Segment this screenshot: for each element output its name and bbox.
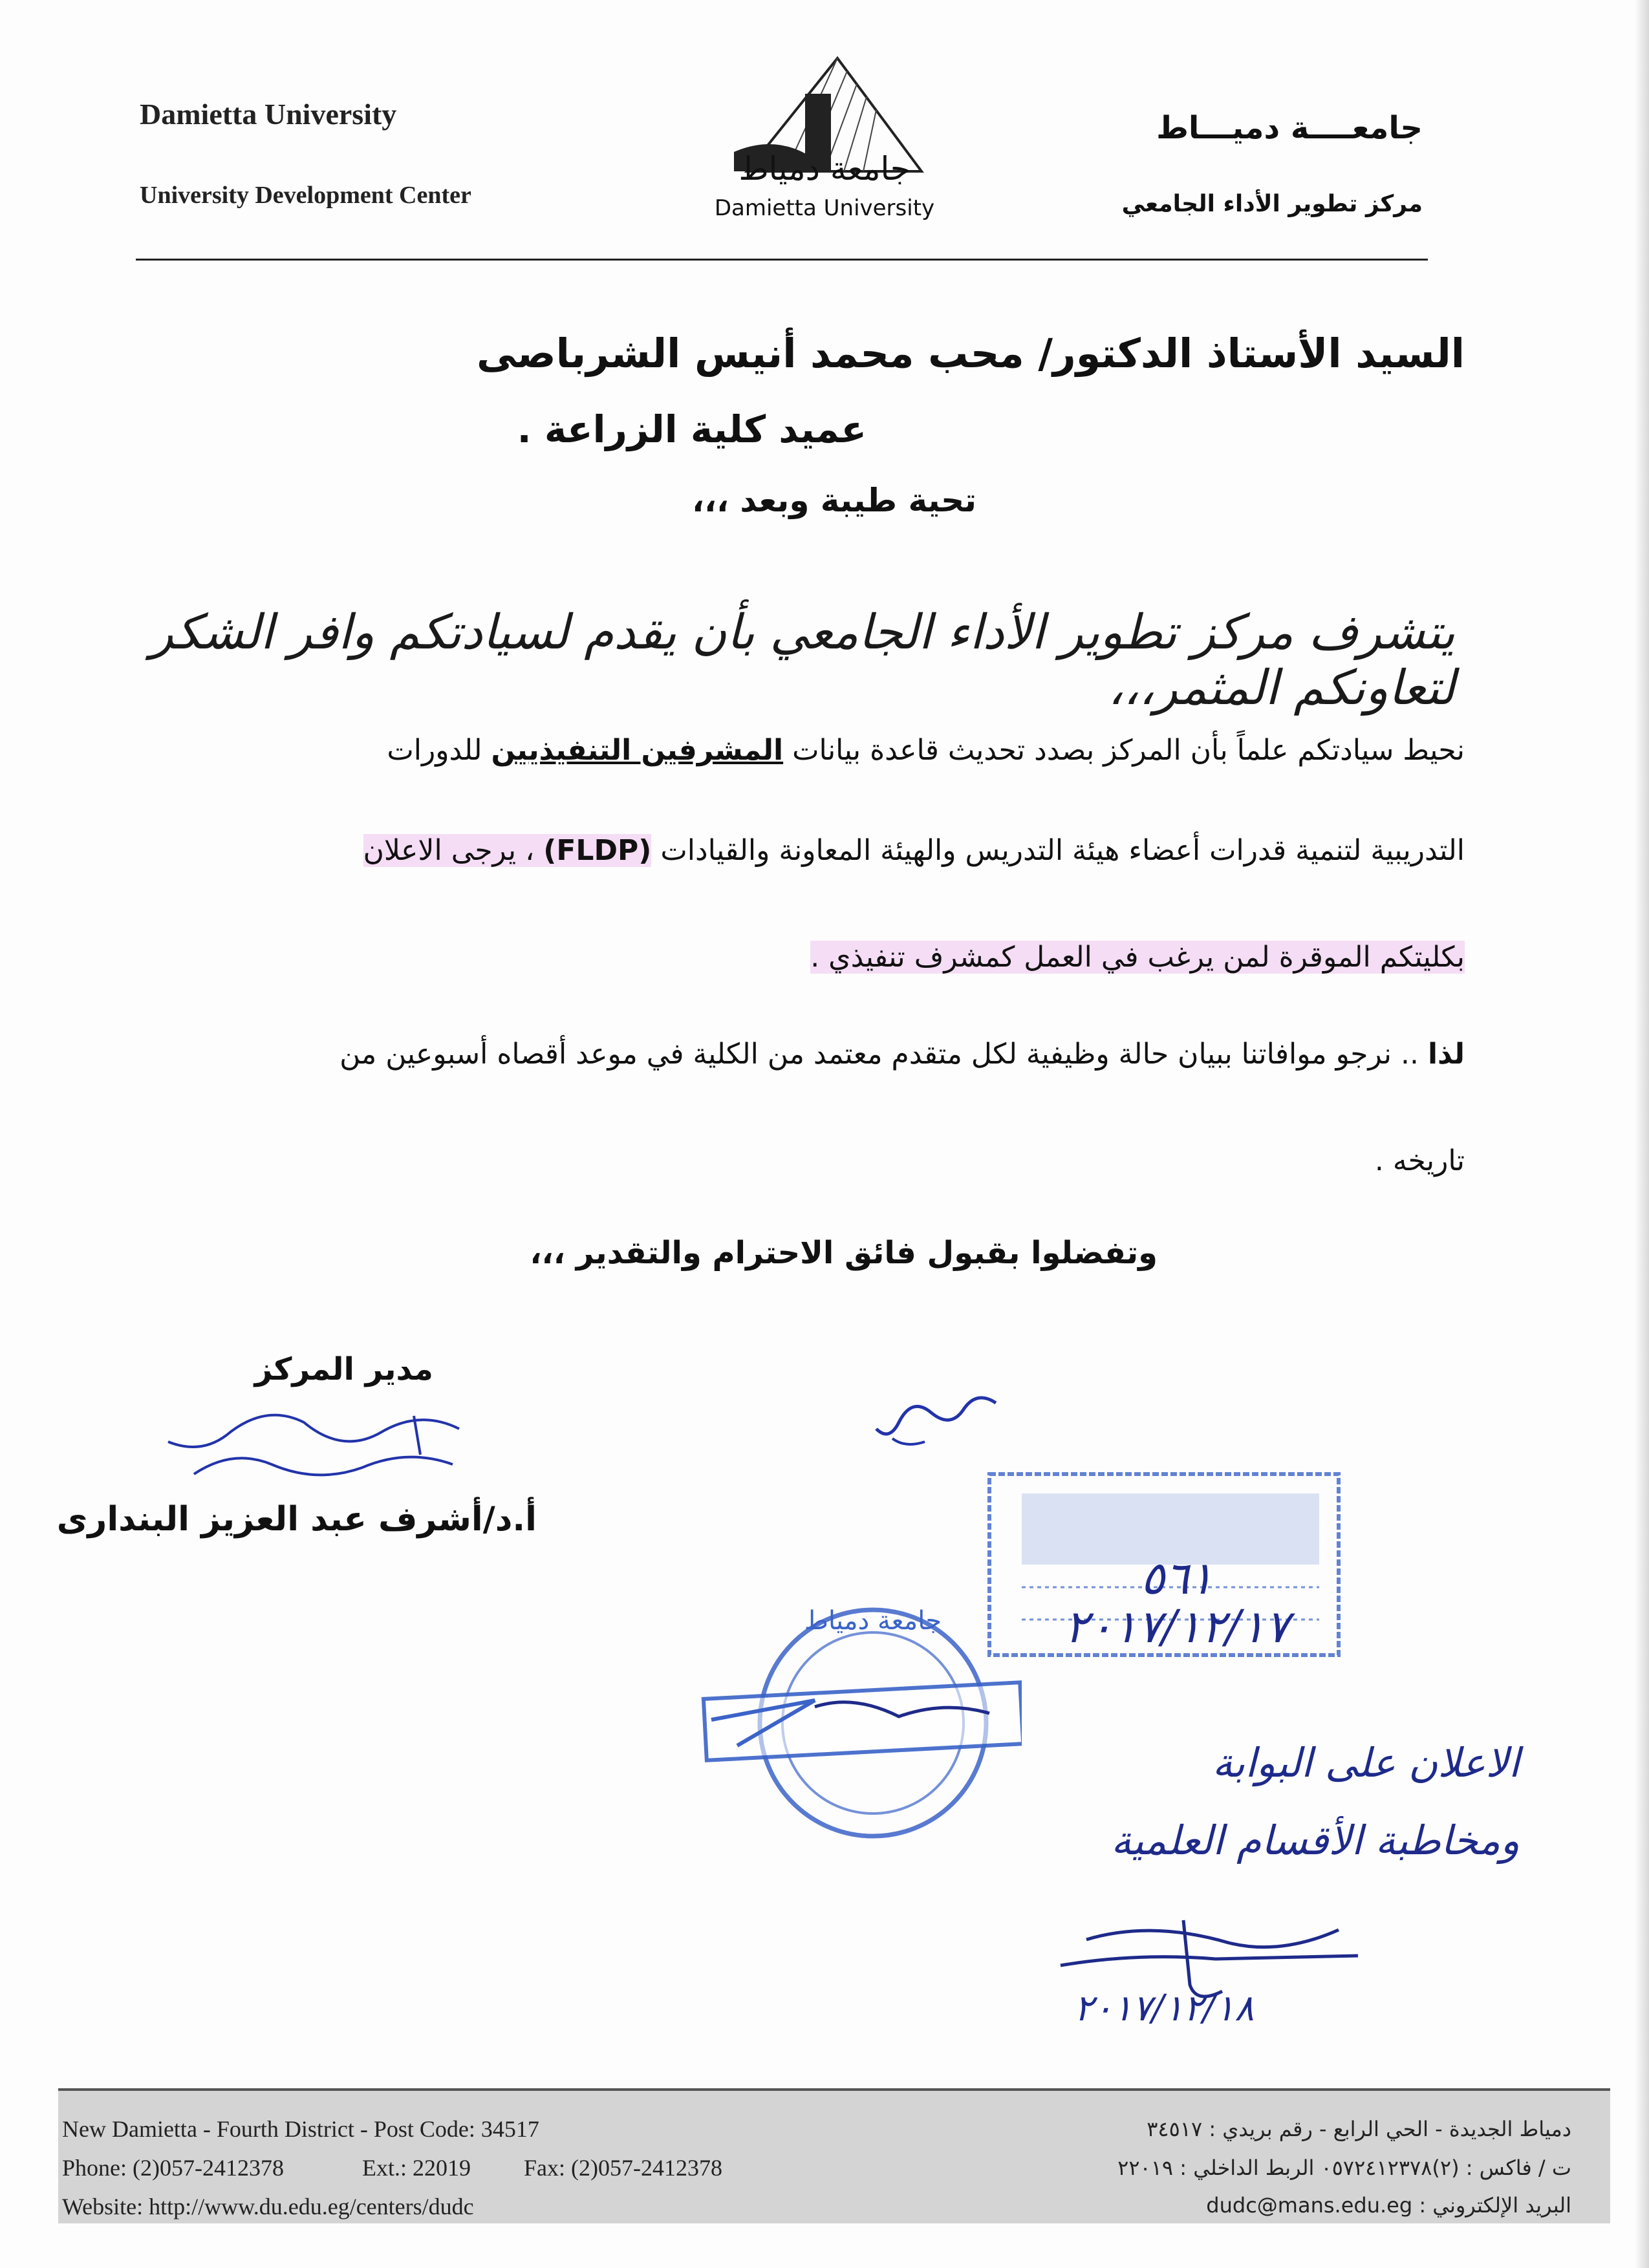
letter-intro: يتشرف مركز تطوير الأداء الجامعي بأن يقدم لسيادتكم وافر الشكر لتعاونكم المثمر،،، <box>150 604 1455 716</box>
paragraph-2-end: ، يرجى الاعلان <box>363 834 544 867</box>
paragraph-3-text: بكليتكم الموقرة لمن يرغب في العمل كمشرف تنفيذي . <box>810 941 1465 974</box>
paragraph-4-lead: لذا <box>1427 1038 1465 1071</box>
handwritten-date: ٢٠١٧/١٢/١٨ <box>1073 1987 1255 2029</box>
page-edge-shadow <box>1635 0 1649 2268</box>
header-university-en: Damietta University <box>140 98 397 131</box>
paragraph-1-start: نحيط سيادتكم علماً بأن المركز بصدد تحديث قاعدة بيانات <box>783 734 1465 767</box>
handwritten-signature-icon <box>149 1403 485 1493</box>
header-university-ar: جامعــــة دميـــاط <box>1156 110 1423 146</box>
handwritten-line-1: الاعلان على البوابة <box>1212 1739 1520 1786</box>
footer-phone-en: Phone: (2)057-2412378 <box>62 2155 284 2181</box>
footer-phone-ar: ت / فاكس : (٢)٠٥٧٢٤١٢٣٧٨ الربط الداخلي : ٢٢٠١٩ <box>1117 2156 1571 2180</box>
letter-addressee: السيد الأستاذ الدكتور/ محب محمد أنيس الشرباصى <box>477 330 1465 377</box>
footer-email-ar[interactable]: البريد الإلكتروني : dudc@mans.edu.eg <box>1206 2193 1571 2218</box>
letter-paragraph-3 <box>171 941 1465 974</box>
stamp-number: ٥٦١ <box>1140 1552 1214 1605</box>
footer-fax-en: Fax: (2)057-2412378 <box>524 2155 722 2181</box>
footer-website-en[interactable]: Website: http://www.du.edu.eg/centers/dudc <box>62 2194 474 2220</box>
paragraph-5-text: تاريخه . <box>1374 1144 1465 1177</box>
header-center-ar: مركز تطوير الأداء الجامعي <box>1121 191 1423 217</box>
logo-text-ar: جامعة دمياط <box>738 150 911 187</box>
rectangular-stamp-icon <box>983 1468 1345 1662</box>
footer-address-ar: دمياط الجديدة - الحي الرابع - رقم بريدي : ٣٤٥١٧ <box>1147 2117 1571 2141</box>
letter-footer <box>58 2088 1610 2223</box>
header-center-en: University Development Center <box>140 182 471 209</box>
signature-name: أ.د/أشرف عبد العزيز البندارى <box>56 1500 537 1539</box>
round-stamp-text: جامعة دمياط <box>804 1606 942 1636</box>
paragraph-2-program-code: (FLDP) <box>543 834 652 867</box>
signature-title: مدير المركز <box>254 1351 433 1387</box>
header-divider <box>136 259 1428 261</box>
handwritten-approval-signature-icon <box>1035 1894 1371 2030</box>
paragraph-2-start: التدريبية لتنمية قدرات أعضاء هيئة التدريس والهيئة المعاونة والقيادات <box>651 834 1465 867</box>
letter-dean: عميد كلية الزراعة . <box>517 407 867 451</box>
paragraph-1-underlined: المشرفين التنفيذيين <box>491 734 784 767</box>
logo-text-en: Damietta University <box>714 195 935 221</box>
letter-greeting: تحية طيبة وبعد ،،، <box>692 482 976 519</box>
letter-paragraph-5 <box>171 1144 1465 1177</box>
paragraph-4-text: .. نرجو موافاتنا ببيان حالة وظيفية لكل متقدم معتمد من الكلية في موعد أقصاه أسبوعين من <box>339 1038 1428 1071</box>
round-archive-stamp-icon <box>685 1584 1022 1862</box>
letter-closing: وتفضلوا بقبول فائق الاحترام والتقدير ،،، <box>530 1235 1158 1271</box>
footer-ext-en: Ext.: 22019 <box>362 2155 471 2181</box>
handwritten-note-icon <box>867 1384 1009 1455</box>
stamp-date: ٢٠١٧/١٢/١٧ <box>1064 1600 1289 1653</box>
letter-paragraph-4 <box>171 1038 1465 1071</box>
letter-paragraph-2 <box>171 834 1465 867</box>
handwritten-line-2: ومخاطبة الأقسام العلمية <box>1111 1817 1520 1864</box>
footer-address-en: New Damietta - Fourth District - Post Code: 34517 <box>62 2116 539 2142</box>
letter-paragraph-1 <box>171 734 1465 767</box>
paragraph-1-end: للدورات <box>387 734 491 767</box>
